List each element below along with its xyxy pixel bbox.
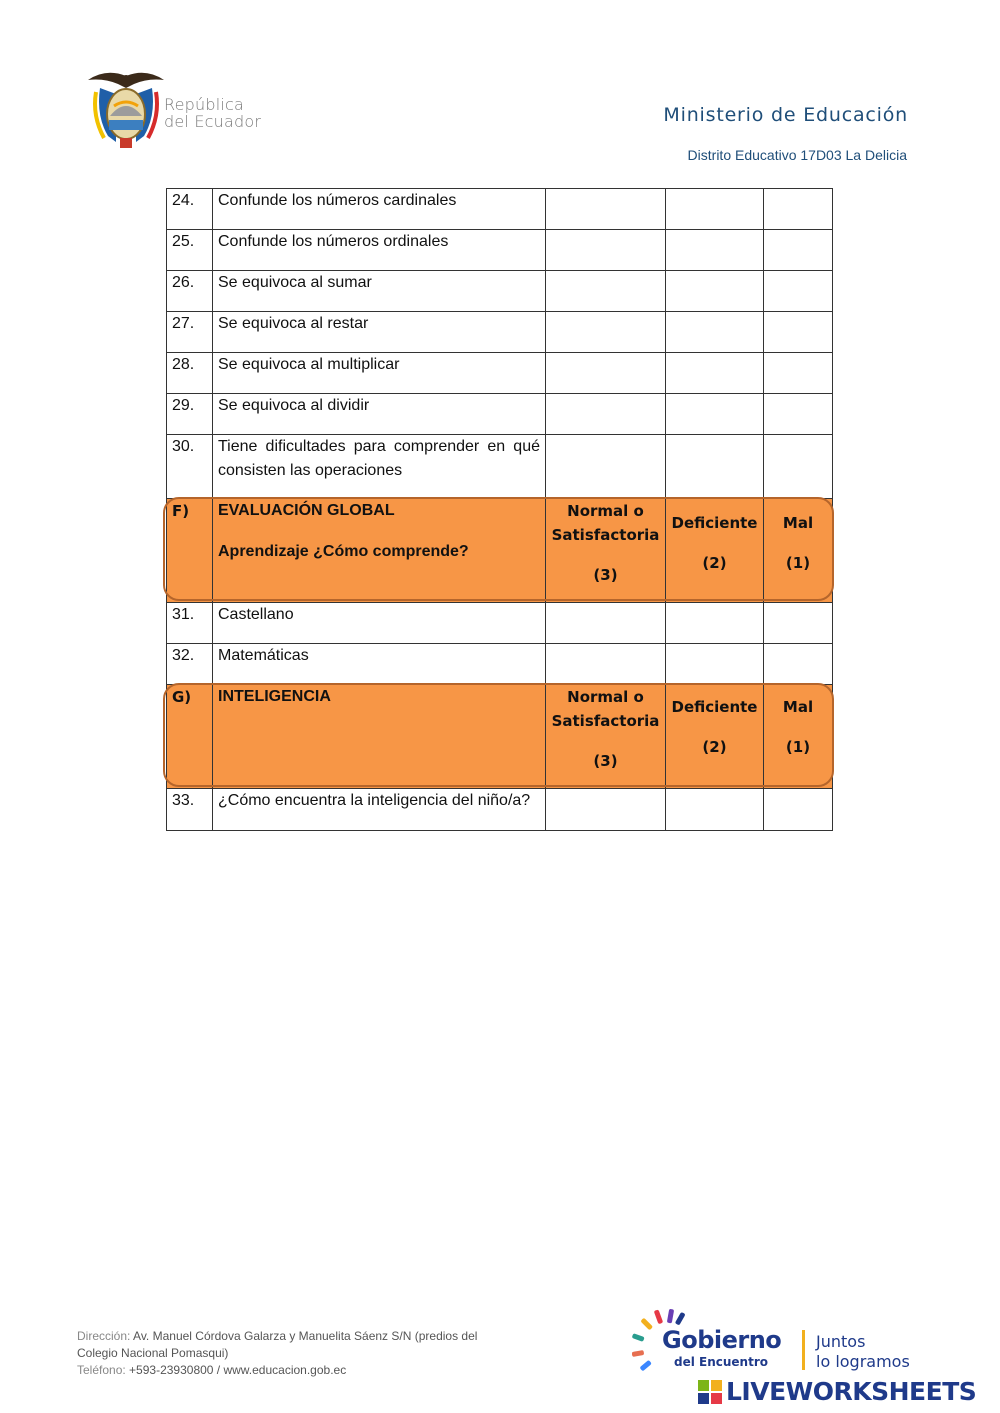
header-mal-score: (1)	[785, 554, 811, 572]
section-g-header	[167, 685, 833, 789]
table-row	[167, 353, 833, 394]
header-normal	[546, 685, 666, 789]
header-normal-score: (3)	[593, 566, 618, 584]
gobierno-logo	[632, 1308, 932, 1388]
header-normal	[546, 499, 666, 603]
cell-deficiente[interactable]	[666, 394, 764, 435]
row-text: Se equivoca al sumar	[213, 271, 546, 312]
table-row	[167, 230, 833, 271]
footer-address	[77, 1328, 507, 1379]
row-number: 28.	[167, 353, 213, 394]
row-text: Se equivoca al dividir	[213, 394, 546, 435]
cell-normal[interactable]	[546, 353, 666, 394]
header-mal	[764, 499, 833, 603]
row-text: Confunde los números ordinales	[213, 230, 546, 271]
address-label: Dirección:	[77, 1329, 131, 1343]
table-row	[167, 394, 833, 435]
header-deficiente-label: Deficiente	[671, 698, 758, 716]
header-deficiente-score: (2)	[702, 738, 727, 756]
gobierno-divider	[802, 1330, 805, 1370]
header-normal-score: (3)	[593, 752, 618, 770]
row-number: 29.	[167, 394, 213, 435]
row-text: ¿Cómo encuentra la inteligencia del niño/a?	[213, 789, 546, 831]
ministry-title: Ministerio de Educación	[663, 104, 908, 126]
cell-normal[interactable]	[546, 644, 666, 685]
row-number: 27.	[167, 312, 213, 353]
cell-mal[interactable]	[764, 353, 833, 394]
row-number: 30.	[167, 435, 213, 499]
table-row	[167, 789, 833, 831]
row-number: 24.	[167, 189, 213, 230]
row-number: 31.	[167, 603, 213, 644]
cell-normal[interactable]	[546, 189, 666, 230]
header-deficiente	[666, 499, 764, 603]
cell-mal[interactable]	[764, 435, 833, 499]
header-mal-score: (1)	[785, 738, 811, 756]
gobierno-subtitle: del Encuentro	[674, 1355, 768, 1369]
republica-logo	[86, 66, 286, 156]
section-title: EVALUACIÓN GLOBAL	[218, 502, 395, 519]
cell-mal[interactable]	[764, 189, 833, 230]
header-mal-label: Mal	[782, 514, 814, 532]
cell-normal[interactable]	[546, 230, 666, 271]
row-number: 26.	[167, 271, 213, 312]
section-f-header	[167, 499, 833, 603]
liveworksheets-text: LIVEWORKSHEETS	[726, 1377, 977, 1406]
cell-normal[interactable]	[546, 435, 666, 499]
row-text: Tiene dificultades para comprender en qué consisten las operaciones	[213, 435, 546, 499]
row-text: Se equivoca al multiplicar	[213, 353, 546, 394]
evaluation-table	[166, 188, 833, 831]
cell-mal[interactable]	[764, 789, 833, 831]
row-number: 33.	[167, 789, 213, 831]
cell-mal[interactable]	[764, 644, 833, 685]
coat-of-arms-icon	[86, 66, 166, 152]
cell-deficiente[interactable]	[666, 353, 764, 394]
header-normal-line2: Satisfactoria	[551, 526, 660, 544]
section-code: F)	[167, 499, 213, 603]
header-deficiente-score: (2)	[702, 554, 727, 572]
cell-deficiente[interactable]	[666, 603, 764, 644]
table-row	[167, 312, 833, 353]
cell-deficiente[interactable]	[666, 435, 764, 499]
header-deficiente	[666, 685, 764, 789]
cell-normal[interactable]	[546, 394, 666, 435]
cell-deficiente[interactable]	[666, 789, 764, 831]
cell-deficiente[interactable]	[666, 271, 764, 312]
row-text: Matemáticas	[213, 644, 546, 685]
address-line1: Av. Manuel Córdova Galarza y Manuelita Sáenz S/N (predios del	[133, 1329, 478, 1343]
header-mal-label: Mal	[782, 698, 814, 716]
cell-mal[interactable]	[764, 394, 833, 435]
cell-mal[interactable]	[764, 230, 833, 271]
row-number: 25.	[167, 230, 213, 271]
republica-line1: República	[164, 95, 244, 114]
cell-mal[interactable]	[764, 603, 833, 644]
section-subtitle: Aprendizaje ¿Cómo comprende?	[218, 543, 469, 560]
cell-mal[interactable]	[764, 271, 833, 312]
header-normal-line1: Normal o	[567, 688, 644, 706]
republica-text	[164, 96, 261, 130]
table-row	[167, 603, 833, 644]
section-title-cell	[213, 499, 546, 603]
section-title-cell	[213, 685, 546, 789]
cell-deficiente[interactable]	[666, 312, 764, 353]
republica-line2: del Ecuador	[164, 112, 262, 131]
cell-normal[interactable]	[546, 789, 666, 831]
address-line2: Colegio Nacional Pomasqui)	[77, 1346, 229, 1360]
gobierno-title: Gobierno	[662, 1326, 782, 1354]
table-row	[167, 189, 833, 230]
table-row	[167, 435, 833, 499]
cell-normal[interactable]	[546, 312, 666, 353]
table-row	[167, 644, 833, 685]
header-normal-line2: Satisfactoria	[551, 712, 660, 730]
header-mal	[764, 685, 833, 789]
row-number: 32.	[167, 644, 213, 685]
section-code: G)	[167, 685, 213, 789]
cell-deficiente[interactable]	[666, 189, 764, 230]
gobierno-slogan-line1: Juntos	[816, 1332, 866, 1351]
section-title: INTELIGENCIA	[218, 688, 331, 705]
cell-deficiente[interactable]	[666, 644, 764, 685]
header-normal-line1: Normal o	[567, 502, 644, 520]
table-row	[167, 271, 833, 312]
cell-normal[interactable]	[546, 271, 666, 312]
header-deficiente-label: Deficiente	[671, 514, 758, 532]
phone-label: Teléfono:	[77, 1363, 126, 1377]
row-text: Se equivoca al restar	[213, 312, 546, 353]
row-text: Confunde los números cardinales	[213, 189, 546, 230]
cell-deficiente[interactable]	[666, 230, 764, 271]
cell-mal[interactable]	[764, 312, 833, 353]
row-text: Castellano	[213, 603, 546, 644]
liveworksheets-badge-icon	[698, 1380, 722, 1404]
district-name: Distrito Educativo 17D03 La Delicia	[687, 147, 907, 163]
cell-normal[interactable]	[546, 603, 666, 644]
phone-text: +593-23930800 / www.educacion.gob.ec	[129, 1363, 347, 1377]
gobierno-slogan-line2: lo logramos	[816, 1352, 910, 1371]
